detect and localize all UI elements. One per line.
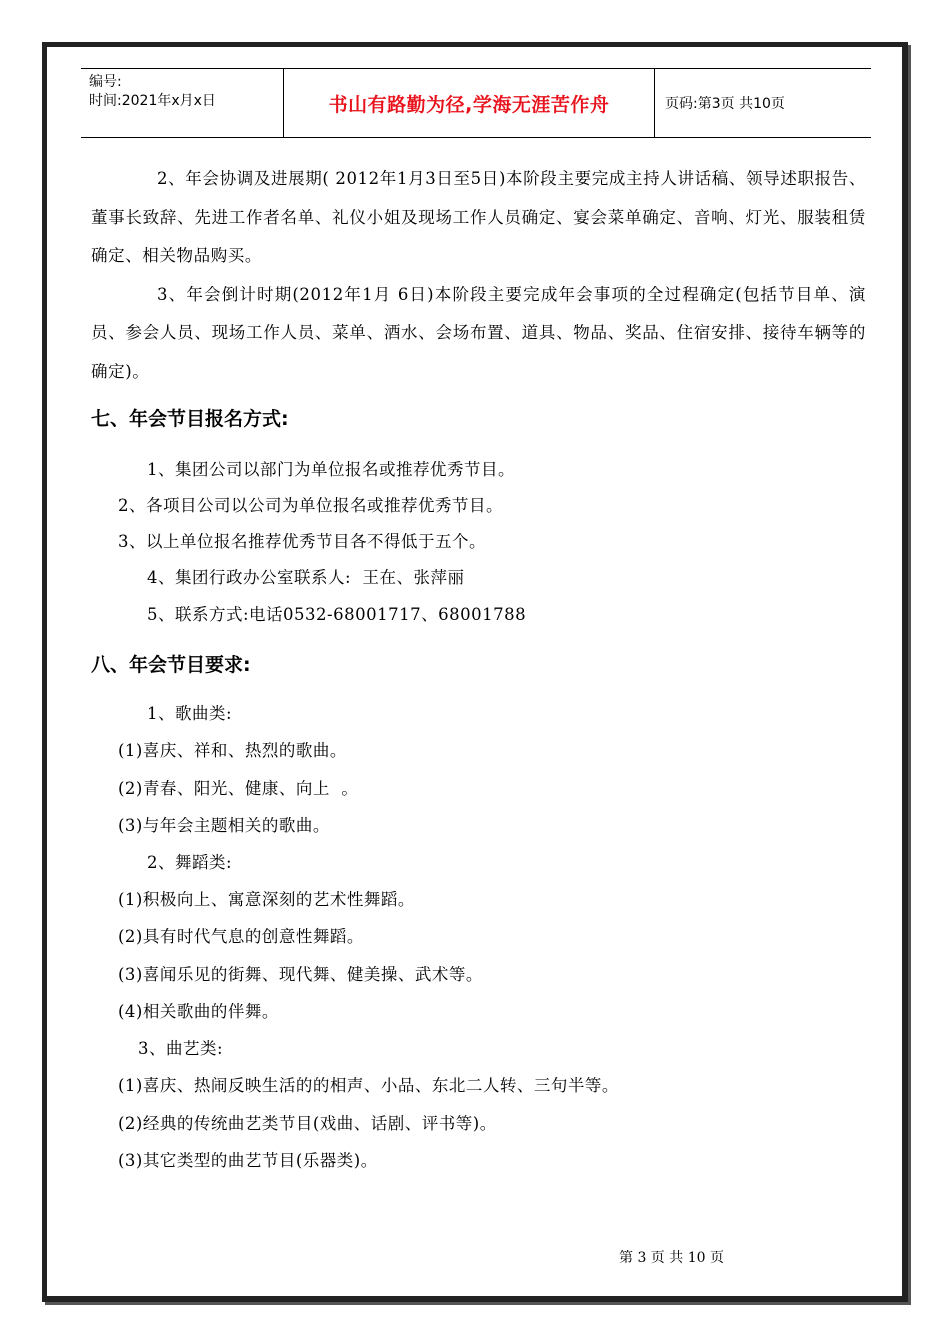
category-label: 3、曲艺类: bbox=[138, 1039, 224, 1058]
list-item: (1)积极向上、寓意深刻的艺术性舞蹈。 bbox=[118, 890, 415, 909]
list-item: (2)青春、阳光、健康、向上 。 bbox=[118, 779, 359, 798]
page-footer: 第 3 页 共 10 页 bbox=[619, 1250, 724, 1266]
number-label: 编号: bbox=[89, 74, 122, 90]
list-item: 2、各项目公司以公司为单位报名或推荐优秀节目。 bbox=[118, 496, 503, 515]
list-item: (3)与年会主题相关的歌曲。 bbox=[118, 816, 330, 835]
header-page-info: 页码:第3页 共10页 bbox=[665, 96, 785, 112]
list-item: (1)喜庆、祥和、热烈的歌曲。 bbox=[118, 741, 347, 760]
list-item: (4)相关歌曲的伴舞。 bbox=[118, 1002, 279, 1021]
section-7-heading: 七、年会节目报名方式: bbox=[91, 408, 289, 430]
list-item: 5、联系方式:电话0532-68001717、68001788 bbox=[147, 605, 527, 624]
header-meta bbox=[81, 69, 283, 137]
list-item: (2)经典的传统曲艺类节目(戏曲、话剧、评书等)。 bbox=[118, 1114, 497, 1133]
section-8-heading: 八、年会节目要求: bbox=[91, 654, 251, 676]
category-label: 1、歌曲类: bbox=[147, 704, 233, 723]
list-item: (1)喜庆、热闹反映生活的的相声、小品、东北二人转、三句半等。 bbox=[118, 1076, 619, 1095]
date-label: 时间:2021年x月x日 bbox=[89, 93, 216, 109]
list-item: (2)具有时代气息的创意性舞蹈。 bbox=[118, 927, 364, 946]
intro-paragraphs bbox=[91, 160, 866, 391]
list-item: (3)其它类型的曲艺节目(乐器类)。 bbox=[118, 1151, 378, 1170]
list-item: 4、集团行政办公室联系人: 王在、张萍丽 bbox=[147, 568, 465, 587]
paragraph: 3、年会倒计时期(2012年1月 6日)本阶段主要完成年会事项的全过程确定(包括节目单、演员、参会人员、现场工作人员、菜单、酒水、会场布置、道具、物品、奖品、住宿安排、接待车辆等的确定)。 bbox=[91, 284, 866, 381]
list-item: 1、集团公司以部门为单位报名或推荐优秀节目。 bbox=[147, 460, 515, 479]
page-header bbox=[81, 68, 871, 138]
list-item: (3)喜闻乐见的街舞、现代舞、健美操、武术等。 bbox=[118, 965, 483, 984]
list-item: 3、以上单位报名推荐优秀节目各不得低于五个。 bbox=[118, 532, 486, 551]
header-motto: 书山有路勤为径,学海无涯苦作舟 bbox=[283, 69, 655, 137]
paragraph: 2、年会协调及进展期( 2012年1月3日至5日)本阶段主要完成主持人讲话稿、领导述职报告、董事长致辞、先进工作者名单、礼仪小姐及现场工作人员确定、宴会菜单确定、音响、灯光、服装租赁确定、相关物品购买。 bbox=[91, 169, 866, 265]
category-label: 2、舞蹈类: bbox=[147, 853, 233, 872]
